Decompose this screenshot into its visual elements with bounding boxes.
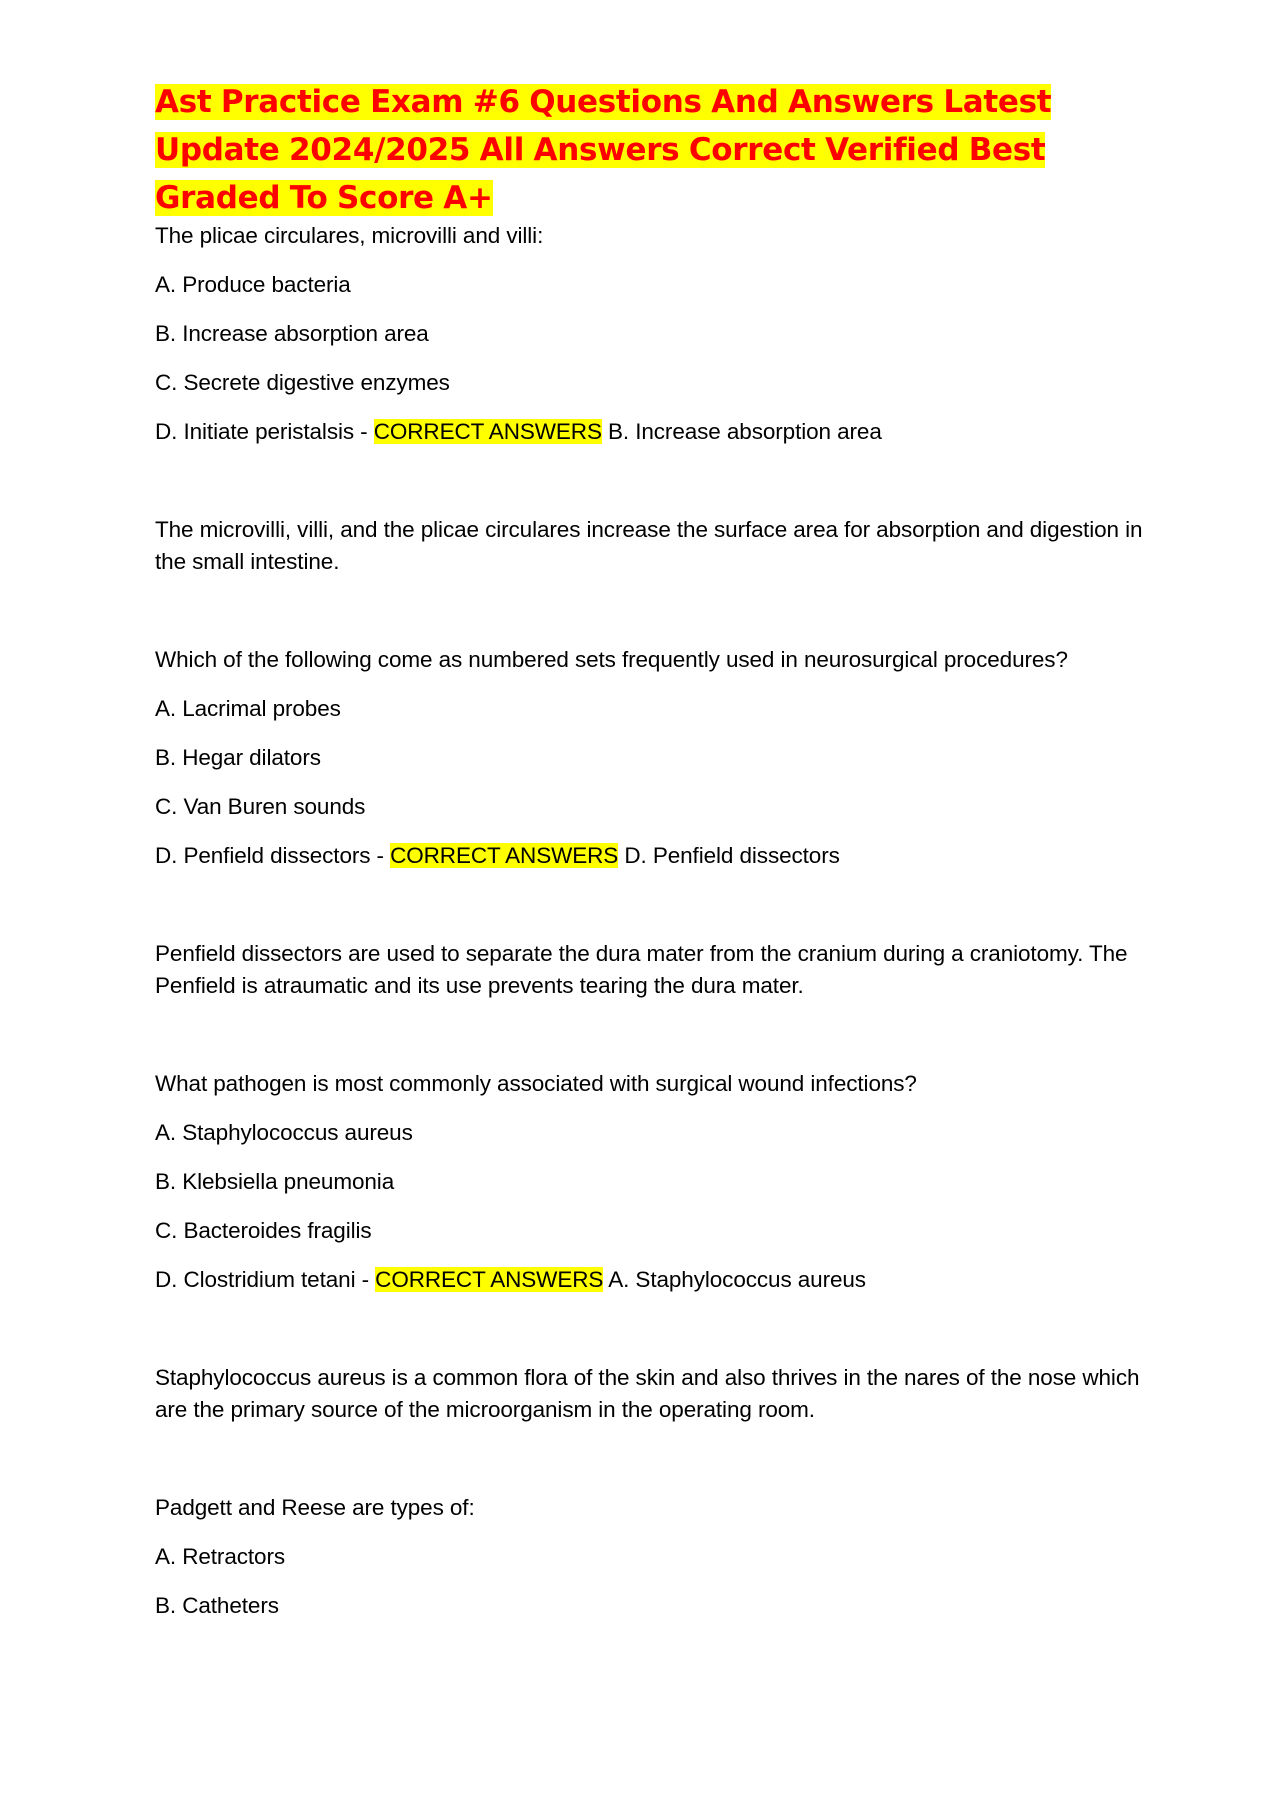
question-2-option-a: A. Lacrimal probes [155, 696, 341, 721]
question-1-option-a: A. Produce bacteria [155, 272, 351, 297]
document-title-highlight: Ast Practice Exam #6 Questions And Answers Latest Update 2024/2025 All Answers Correct Verified Best Graded To Score A+ [155, 84, 1052, 216]
question-3-option-a: A. Staphylococcus aureus [155, 1120, 413, 1145]
question-3-correct-answers-label: CORRECT ANSWERS [375, 1267, 604, 1292]
question-2-option-c: C. Van Buren sounds [155, 794, 366, 819]
question-1-answer-line [155, 416, 1145, 448]
question-1-option-b: B. Increase absorption area [155, 321, 429, 346]
question-1-explanation: The microvilli, villi, and the plicae circulares increase the surface area for absorption and digestion in the small intestine. [155, 517, 1143, 574]
question-2-correct-answers-label: CORRECT ANSWERS [390, 843, 619, 868]
question-1-correct-answers-label: CORRECT ANSWERS [373, 419, 602, 444]
question-3-answer-line [155, 1264, 1145, 1296]
question-1-option-c: C. Secrete digestive enzymes [155, 370, 450, 395]
question-2-answer: D. Penfield dissectors [618, 843, 840, 868]
question-3-option-d: D. Clostridium tetani - [155, 1267, 376, 1292]
question-3-answer: A. Staphylococcus aureus [603, 1267, 866, 1292]
question-2-explanation: Penfield dissectors are used to separate the dura mater from the cranium during a craniotomy. The Penfield is atraumatic and its use prevents tearing the dura mater. [155, 941, 1128, 998]
question-2-answer-line [155, 840, 1145, 872]
question-3-text: What pathogen is most commonly associated with surgical wound infections? [155, 1071, 917, 1096]
question-1-text: The plicae circulares, microvilli and villi: [155, 223, 544, 248]
question-3-option-c: C. Bacteroides fragilis [155, 1218, 372, 1243]
document-page [155, 78, 1145, 1622]
question-1-option-d: D. Initiate peristalsis - [155, 419, 374, 444]
question-4-text: Padgett and Reese are types of: [155, 1495, 475, 1520]
document-title [155, 78, 1145, 222]
question-4-option-a: A. Retractors [155, 1544, 285, 1569]
question-4-option-b: B. Catheters [155, 1593, 279, 1618]
question-3-option-b: B. Klebsiella pneumonia [155, 1169, 395, 1194]
question-2-text: Which of the following come as numbered sets frequently used in neurosurgical procedures? [155, 647, 1068, 672]
question-2-option-b: B. Hegar dilators [155, 745, 321, 770]
question-3-explanation: Staphylococcus aureus is a common flora of the skin and also thrives in the nares of the nose which are the primary source of the microorganism in the operating room. [155, 1365, 1140, 1422]
question-1-answer: B. Increase absorption area [601, 419, 882, 444]
question-2-option-d: D. Penfield dissectors - [155, 843, 391, 868]
